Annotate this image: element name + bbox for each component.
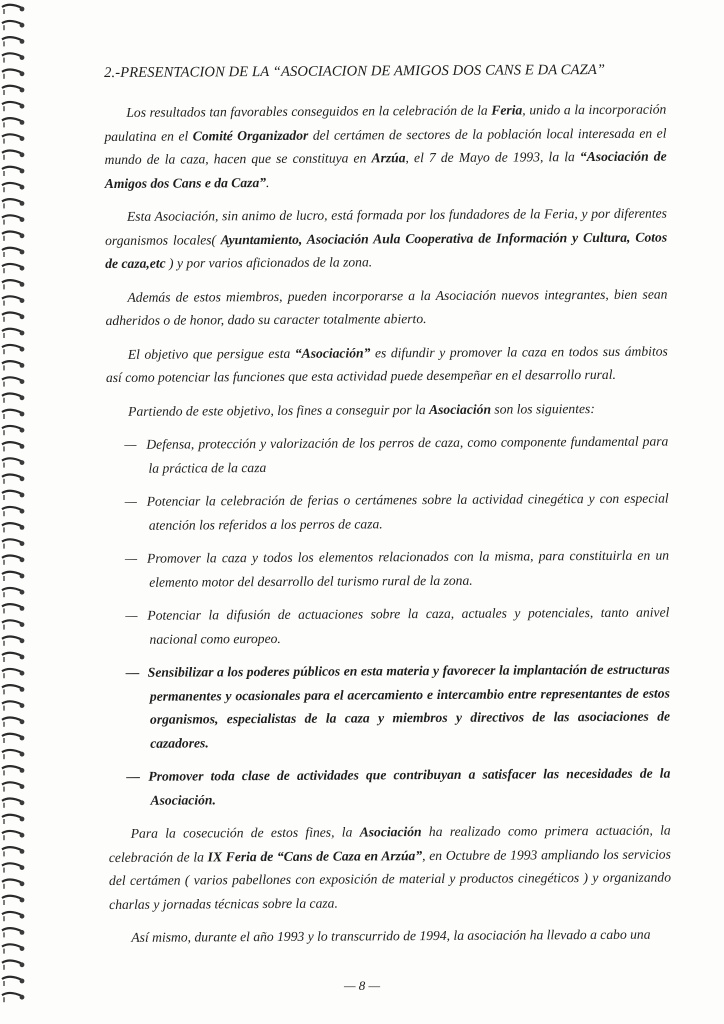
binding-ring <box>2 523 24 532</box>
binding-ring <box>2 961 24 970</box>
binding-ring <box>2 377 24 386</box>
binding-ring <box>2 37 24 46</box>
binding-ring <box>2 53 24 62</box>
binding-ring <box>2 426 24 435</box>
binding-ring <box>2 410 24 419</box>
binding-ring <box>2 102 24 111</box>
binding-ring <box>2 782 24 791</box>
binding-ring <box>2 604 24 613</box>
binding-ring <box>2 264 24 273</box>
paragraph-aims-intro: Partiendo de este objetivo, los fines a conseguir por la Asociación son los siguientes: <box>128 400 595 419</box>
binding-ring <box>2 70 24 79</box>
paragraph-new-members: Además de estos miembros, pueden incorporarse a la Asociación nuevos integrantes, bien sean adheridos o de honor, dado su caracter totalmente abierto. <box>105 286 668 328</box>
binding-ring <box>2 442 24 451</box>
binding-ring <box>2 750 24 759</box>
binding-ring <box>2 701 24 710</box>
spiral-binding-rings <box>0 0 34 1024</box>
binding-ring <box>2 880 24 889</box>
binding-ring <box>2 896 24 905</box>
binding-ring <box>2 183 24 192</box>
binding-ring <box>2 847 24 856</box>
binding-ring <box>2 766 24 775</box>
binding-ring <box>2 329 24 338</box>
binding-ring <box>2 863 24 872</box>
binding-ring <box>2 831 24 840</box>
binding-ring <box>2 993 24 1002</box>
document-page <box>104 59 671 960</box>
paragraph-objective: El objetivo que persigue esta “Asociación” es difundir y promover la caza en todos sus ámbitos así como potenciar las funciones que esta actividad puede desempeñar en el desarrollo rural. <box>105 343 668 385</box>
binding-ring <box>2 167 24 176</box>
binding-ring <box>2 620 24 629</box>
binding-ring <box>2 475 24 484</box>
list-item: — Promover toda clase de actividades que contribuyan a satisfacer las necesidades de la Asociación. <box>126 765 671 808</box>
list-item: — Defensa, protección y valorización de los perros de caza, como componente fundamental para la práctica de la caza <box>124 433 669 476</box>
binding-ring <box>2 345 24 354</box>
binding-ring <box>2 151 24 160</box>
binding-ring <box>2 199 24 208</box>
paragraph-continuation: Así mismo, durante el año 1993 y lo transcurrido de 1994, la asociación ha llevado a cabo una <box>131 926 651 945</box>
binding-ring <box>2 491 24 500</box>
binding-ring <box>2 556 24 565</box>
binding-ring <box>2 313 24 322</box>
binding-ring <box>2 588 24 597</box>
list-item: — Promover la caza y todos los elementos relacionados con la misma, para constituirla en un elemento motor del desarrollo del turismo rural de la zona. <box>124 547 670 590</box>
binding-ring <box>2 86 24 95</box>
binding-ring <box>2 637 24 646</box>
binding-ring <box>2 248 24 257</box>
binding-ring <box>2 539 24 548</box>
list-item: — Potenciar la difusión de actuaciones sobre la caza, actuales y potenciales, tanto anivel nacional como europeo. <box>125 604 670 647</box>
binding-ring <box>2 685 24 694</box>
binding-ring <box>2 928 24 937</box>
binding-ring <box>2 296 24 305</box>
paragraph-origin: Los resultados tan favorables conseguidos en la celebración de la Feria, unido a la incorporación paulatina en el Comité Organizador del certámen de sectores de la población local interesada en el mundo de la caza, hacen que se constituya en Arzúa, el 7 de Mayo de 1993, la la “Asociación de Amigos dos Cans e da Caza”. <box>104 101 667 191</box>
binding-ring <box>2 912 24 921</box>
binding-ring <box>2 572 24 581</box>
binding-ring <box>2 21 24 30</box>
paragraph-members: Esta Asociación, sin animo de lucro, está formada por los fundadores de la Feria, y por diferentes organismos locales( Ayuntamiento, Asociación Aula Cooperativa de Información y Cultura, Cotos de caza,etc ) y por varios aficionados de la zona. <box>105 205 668 271</box>
binding-ring <box>2 134 24 143</box>
binding-ring <box>2 232 24 241</box>
aims-list <box>106 430 670 812</box>
binding-ring <box>2 5 24 14</box>
binding-ring <box>2 944 24 953</box>
binding-ring <box>2 507 24 516</box>
binding-ring <box>2 799 24 808</box>
list-item: — Potenciar la celebración de ferias o certámenes sobre la actividad cinegética y con especial atención los referidos a los perros de caza. <box>124 490 669 533</box>
binding-ring <box>2 718 24 727</box>
section-heading: 2.-PRESENTACION DE LA “ASOCIACION DE AMIGOS DOS CANS E DA CAZA” <box>104 61 606 81</box>
page-number: — 8 — <box>343 978 381 993</box>
spiral-binding <box>0 0 34 1024</box>
binding-ring <box>2 394 24 403</box>
binding-ring <box>2 734 24 743</box>
list-item: — Sensibilizar a los poderes públicos en esta materia y favorecer la implantación de estructuras permanentes y ocasionales para el acercamiento e intercambio entre representantes de estos organismos, especialistas de la caza y miembros y directivos de las asociaciones de cazadores. <box>125 661 671 751</box>
binding-ring <box>2 815 24 824</box>
binding-ring <box>2 669 24 678</box>
binding-ring <box>2 458 24 467</box>
binding-ring <box>2 280 24 289</box>
binding-ring <box>2 215 24 224</box>
binding-ring <box>2 653 24 662</box>
binding-ring <box>2 361 24 370</box>
paragraph-first-action: Para la cosecución de estos fines, la Asociación ha realizado como primera actuación, la celebración de la IX Feria de “Cans de Caza en Arzúa”, en Octubre de 1993 ampliando los servicios del certámen ( varios pabellones con exposición de material y productos cinegéticos ) y organizando charlas y jornadas técnicas sobre la caza. <box>108 822 672 912</box>
binding-ring <box>2 118 24 127</box>
